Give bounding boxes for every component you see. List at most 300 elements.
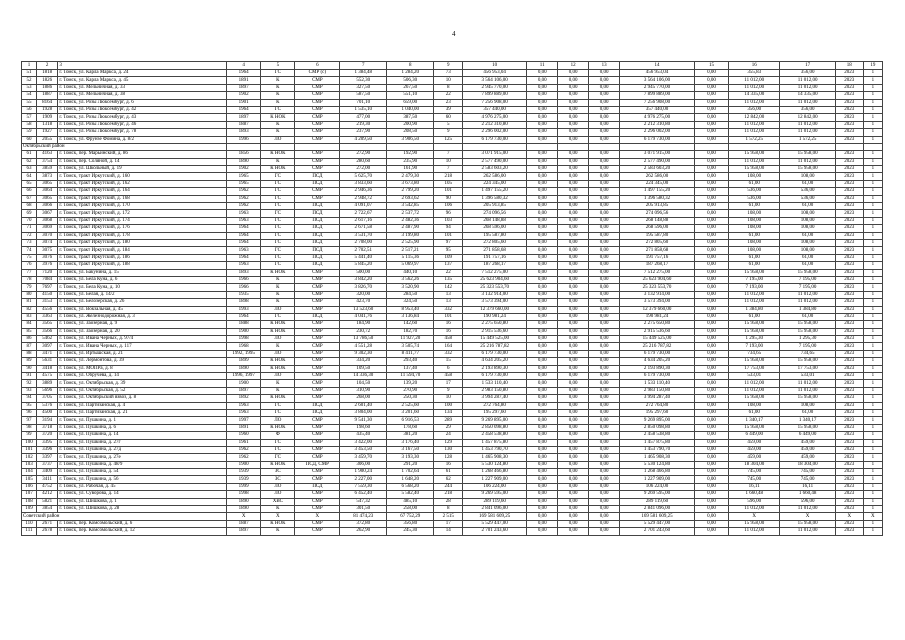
- table-cell: 1: [863, 528, 882, 535]
- table-cell: 7 899 889,00: [463, 92, 527, 99]
- table-cell: г. Томск, ул. Суворова, д. 14: [58, 491, 227, 498]
- table-cell: 4 634 205,20: [463, 358, 527, 365]
- table-cell: 0,00: [589, 210, 620, 217]
- table-cell: 0,00: [694, 291, 728, 298]
- table-cell: СМР: [295, 121, 340, 128]
- table-cell: 0,00: [527, 483, 558, 490]
- table-cell: 0,00: [527, 454, 558, 461]
- table-cell: 15 449 525,00: [620, 336, 695, 343]
- table-cell: 745,00: [729, 476, 780, 483]
- table-cell: 0,00: [558, 291, 589, 298]
- table-cell: ГС: [261, 180, 295, 187]
- table-cell: 55: [22, 99, 37, 106]
- table-cell: 2 915 536,60: [620, 328, 695, 335]
- table-cell: 1: [863, 106, 882, 113]
- table-row: [22, 114, 883, 121]
- table-cell: 2671: [36, 520, 57, 527]
- table-cell: 1997: [227, 417, 261, 424]
- table-cell: 218: [434, 491, 463, 498]
- table-cell: К НОК: [261, 269, 295, 276]
- table-cell: 2023: [835, 321, 863, 328]
- table-cell: 1: [863, 469, 882, 476]
- table-cell: 327,50: [340, 84, 387, 91]
- table-cell: 2023: [835, 239, 863, 246]
- table-cell: г. Томск, ул. Розы Люксембург, д. 42: [58, 106, 227, 113]
- table-cell: 271 858,68: [620, 247, 695, 254]
- table-cell: 14: [434, 528, 463, 535]
- table-cell: 0,00: [589, 217, 620, 224]
- table-cell: 2 227,00: [340, 476, 387, 483]
- table-cell: 9 269 595,00: [463, 491, 527, 498]
- table-cell: 1890: [227, 365, 261, 372]
- table-cell: 0,00: [589, 380, 620, 387]
- table-cell: 387,50: [387, 114, 434, 121]
- table-cell: 0,00: [558, 262, 589, 269]
- table-cell: 6 568,20: [387, 483, 434, 490]
- table-cell: 3074: [36, 239, 57, 246]
- table-cell: СМР: [295, 432, 340, 439]
- table-cell: 67: [22, 195, 37, 202]
- table-cell: 701,10: [340, 99, 387, 106]
- table-cell: 97: [434, 239, 463, 246]
- table-cell: 218: [434, 173, 463, 180]
- table-cell: 2023: [835, 254, 863, 261]
- table-cell: 187 268,17: [620, 262, 695, 269]
- table-cell: Х: [729, 513, 780, 520]
- table-row: [22, 195, 883, 202]
- table-cell: 0,00: [527, 491, 558, 498]
- table-cell: 0,00: [589, 387, 620, 394]
- table-cell: 0,00: [558, 424, 589, 431]
- table-cell: 135: [434, 276, 463, 283]
- table-cell: г. Томск, ул. Фрунзе Фомина, д. 8/2: [58, 136, 227, 143]
- table-cell: 0,00: [589, 343, 620, 350]
- table-cell: 280,60: [340, 158, 387, 165]
- table-cell: г. Томск, ул. Октябрьский взвоз, д. 8: [58, 395, 227, 402]
- table-cell: 0,00: [589, 225, 620, 232]
- table-cell: СМР: [295, 469, 340, 476]
- table-cell: 293,40: [387, 358, 434, 365]
- table-cell: 15 958,00: [780, 166, 836, 173]
- table-cell: 101: [434, 232, 463, 239]
- table-cell: 64: [22, 173, 37, 180]
- table-row: [22, 513, 883, 520]
- table-cell: 0,00: [558, 151, 589, 158]
- table-cell: 3854: [36, 506, 57, 513]
- table-cell: 2023: [835, 291, 863, 298]
- table-cell: 0,00: [527, 203, 558, 210]
- table-cell: К: [261, 77, 295, 84]
- table-cell: 1318: [36, 121, 57, 128]
- table-cell: 0,00: [589, 432, 620, 439]
- table-cell: 459,00: [729, 454, 780, 461]
- table-cell: 268 148,88: [620, 217, 695, 224]
- table-cell: 3363: [36, 313, 57, 320]
- table-cell: г. Томск, ул. Розы Люксембург, д. 78: [58, 129, 227, 136]
- table-cell: 1966: [227, 284, 261, 291]
- table-cell: ГС: [261, 439, 295, 446]
- table-cell: ГС: [261, 254, 295, 261]
- table-cell: 87: [22, 343, 37, 350]
- table-cell: 1: [863, 210, 882, 217]
- table-cell: 13: [434, 291, 463, 298]
- table-cell: 1909: [36, 114, 57, 121]
- table-cell: 1826: [36, 77, 57, 84]
- table-cell: 25 216 787,82: [463, 343, 527, 350]
- table-cell: 11 012,00: [729, 129, 780, 136]
- table-cell: 1 396 580,32: [463, 195, 527, 202]
- table-cell: 1998: [227, 491, 261, 498]
- header-row: [22, 62, 883, 70]
- table-cell: 195 587,80: [463, 232, 527, 239]
- table-cell: 7: [434, 166, 463, 173]
- table-cell: 459,00: [780, 439, 836, 446]
- table-cell: 3 136,84: [387, 313, 434, 320]
- table-cell: [780, 143, 836, 150]
- table-cell: 3 826,70: [340, 284, 387, 291]
- table-cell: г. Томск, ул. Вокзальная, д. 45: [58, 306, 227, 313]
- table-cell: 1962: [227, 446, 261, 453]
- table-cell: 6 179 730,00: [620, 373, 695, 380]
- table-row: [22, 247, 883, 254]
- table-cell: ГС: [261, 313, 295, 320]
- table-cell: 106: [22, 483, 37, 490]
- table-cell: г. Томск, ул. Октябрьская, д. 39: [58, 380, 227, 387]
- table-cell: 11 012,00: [780, 77, 836, 84]
- table-cell: 0,00: [558, 210, 589, 217]
- table-cell: 506,30: [387, 77, 434, 84]
- table-cell: 0,00: [589, 136, 620, 143]
- table-cell: 2023: [835, 439, 863, 446]
- table-cell: 0,00: [558, 225, 589, 232]
- table-cell: 11: [527, 62, 558, 70]
- table-cell: г. Томск, ул. Пушкина, д. 27е: [58, 454, 227, 461]
- table-cell: 0,00: [694, 247, 728, 254]
- table-cell: 1 497 155,20: [620, 188, 695, 195]
- table-cell: 161,90: [387, 166, 434, 173]
- table-cell: 1: [863, 350, 882, 357]
- table-row: [22, 77, 883, 84]
- table-cell: ГС: [261, 232, 295, 239]
- table-cell: 101: [434, 188, 463, 195]
- table-cell: 15 958,00: [780, 424, 836, 431]
- table-row: [22, 321, 883, 328]
- table-cell: 3 573 394,00: [620, 299, 695, 306]
- table-cell: 224 345,00: [620, 180, 695, 187]
- table-cell: 1963: [227, 217, 261, 224]
- table-cell: 3097: [36, 343, 57, 350]
- table-row: [22, 328, 883, 335]
- table-cell: 272 764,80: [620, 402, 695, 409]
- table-row: [22, 262, 883, 269]
- table-cell: 2023: [835, 92, 863, 99]
- table-cell: 3 994 287,40: [463, 395, 527, 402]
- table-cell: 16,11: [729, 483, 780, 490]
- table-cell: 7 195,00: [729, 276, 780, 283]
- table-cell: К: [261, 506, 295, 513]
- table-cell: 2: [36, 62, 57, 70]
- table-cell: 1 295,30: [780, 336, 836, 343]
- table-cell: 0,00: [589, 166, 620, 173]
- table-cell: 237,90: [340, 129, 387, 136]
- table-cell: 25 623 904,60: [620, 276, 695, 283]
- table-cell: 0,00: [527, 469, 558, 476]
- table-cell: 7: [434, 151, 463, 158]
- table-cell: 190 981,24: [620, 313, 695, 320]
- table-cell: 0,00: [589, 84, 620, 91]
- table-cell: 0,00: [558, 395, 589, 402]
- table-cell: 3: [58, 62, 227, 70]
- table-cell: 61,00: [729, 180, 780, 187]
- table-cell: 15 958,00: [780, 328, 836, 335]
- table-cell: 6 179 730,00: [463, 350, 527, 357]
- table-cell: 62: [22, 158, 37, 165]
- table-row: [22, 106, 883, 113]
- table-cell: 3889: [36, 380, 57, 387]
- table-cell: г. Томск, пер. Марьинский, д. 86: [58, 151, 227, 158]
- table-cell: 0,00: [694, 483, 728, 490]
- table-cell: 7120: [36, 269, 57, 276]
- table-cell: ГС: [261, 402, 295, 409]
- table-cell: 381,20: [387, 432, 434, 439]
- table-cell: 7084: [36, 276, 57, 283]
- table-cell: 1961: [227, 439, 261, 446]
- table-cell: 3976: [36, 262, 57, 269]
- table-cell: 0,00: [694, 232, 728, 239]
- table-cell: 1 572,25: [729, 136, 780, 143]
- table-cell: 2023: [835, 506, 863, 513]
- table-row: [22, 121, 883, 128]
- table-cell: 0,00: [527, 284, 558, 291]
- table-cell: 1962: [227, 203, 261, 210]
- table-cell: г. Томск, ул. Иртышская, д. 21: [58, 350, 227, 357]
- table-cell: 0,00: [558, 439, 589, 446]
- table-cell: 61,00: [729, 254, 780, 261]
- table-cell: 3065: [36, 180, 57, 187]
- table-cell: 6 449,00: [780, 432, 836, 439]
- table-cell: 2 617,16: [340, 217, 387, 224]
- table-cell: 0,00: [527, 313, 558, 320]
- table-cell: 60: [22, 136, 37, 143]
- table-cell: 81: [22, 299, 37, 306]
- table-cell: К НОК: [261, 114, 295, 121]
- table-cell: 3 573 394,00: [463, 299, 527, 306]
- table-cell: г. Томск, ул. Карла Маркса, д. 45: [58, 77, 227, 84]
- table-cell: 1 457 875,80: [620, 439, 695, 446]
- table-cell: г. Томск, тракт Иркутский, д. 162: [58, 180, 227, 187]
- table-cell: 332: [434, 350, 463, 357]
- table-cell: 1: [863, 446, 882, 453]
- table-cell: 2 458 538,80: [463, 432, 527, 439]
- table-cell: 5 530 124,80: [620, 461, 695, 468]
- table-cell: 0,00: [527, 358, 558, 365]
- table-cell: ПСД: [295, 173, 340, 180]
- table-cell: 13: [434, 299, 463, 306]
- table-cell: 547,32: [340, 498, 387, 505]
- table-cell: 2 850 098,80: [463, 424, 527, 431]
- table-cell: 108,00: [780, 402, 836, 409]
- table-cell: 1962: [227, 195, 261, 202]
- table-cell: 3 531,70: [340, 232, 387, 239]
- table-cell: 67 752,29: [387, 513, 434, 520]
- table-cell: 459,00: [729, 439, 780, 446]
- table-cell: 0,00: [527, 180, 558, 187]
- table-cell: 5 115,36: [387, 254, 434, 261]
- table-cell: 72: [22, 232, 37, 239]
- table-cell: 94: [434, 225, 463, 232]
- table-cell: СМР: [295, 424, 340, 431]
- table-cell: 0,00: [694, 498, 728, 505]
- table-cell: 15 958,00: [729, 395, 780, 402]
- table-cell: 459,00: [729, 446, 780, 453]
- table-cell: 356,00: [780, 106, 836, 113]
- table-cell: 8 411,77: [387, 350, 434, 357]
- table-cell: СМР: [295, 284, 340, 291]
- table-cell: 1 384,80: [729, 306, 780, 313]
- table-cell: Х: [295, 513, 340, 520]
- table-cell: 0,00: [694, 476, 728, 483]
- table-cell: 0,00: [527, 232, 558, 239]
- table-cell: 0,00: [558, 247, 589, 254]
- table-cell: 0,00: [558, 402, 589, 409]
- table-cell: 3396: [36, 446, 57, 453]
- table-cell: 271 858,68: [463, 247, 527, 254]
- table-cell: 0,00: [558, 173, 589, 180]
- table-cell: 0,00: [694, 373, 728, 380]
- table-cell: СМР: [295, 306, 340, 313]
- table-cell: 1 535,10: [340, 106, 387, 113]
- table-cell: 1 660,48: [729, 491, 780, 498]
- table-cell: 1900: [227, 461, 261, 468]
- table-cell: 596,00: [729, 498, 780, 505]
- table-cell: 258,00: [387, 506, 434, 513]
- table-cell: 92: [22, 380, 37, 387]
- table-cell: 61,00: [780, 180, 836, 187]
- table-cell: 274 096,56: [620, 210, 695, 217]
- table-cell: ГС: [261, 106, 295, 113]
- table-cell: СМР: [295, 321, 340, 328]
- table-cell: К: [261, 291, 295, 298]
- table-cell: 61,00: [780, 409, 836, 416]
- table-cell: 2023: [835, 395, 863, 402]
- table-cell: 0,00: [527, 99, 558, 106]
- table-cell: 200,90: [387, 121, 434, 128]
- table-cell: 4212: [36, 491, 57, 498]
- table-cell: 0,00: [589, 129, 620, 136]
- table-cell: 56: [22, 106, 37, 113]
- table-cell: 1887: [227, 520, 261, 527]
- table-cell: 15 958,00: [729, 520, 780, 527]
- table-cell: 39: [434, 106, 463, 113]
- table-cell: 4752: [36, 483, 57, 490]
- table-cell: 109: [434, 254, 463, 261]
- table-cell: Х: [227, 513, 261, 520]
- table-cell: 9 269 895,00: [620, 417, 695, 424]
- table-row: [22, 446, 883, 453]
- table-cell: 0,00: [589, 269, 620, 276]
- table-cell: 0,00: [694, 92, 728, 99]
- table-cell: 3 542,85: [387, 203, 434, 210]
- table-cell: 1963: [227, 247, 261, 254]
- table-cell: 3076: [36, 254, 57, 261]
- table-cell: К НОК: [261, 166, 295, 173]
- table-cell: 2023: [835, 217, 863, 224]
- table-cell: 29: [434, 424, 463, 431]
- table-cell: 23: [434, 99, 463, 106]
- table-cell: г. Томск, пер. Комсомольский, д. 6: [58, 520, 227, 527]
- table-cell: К: [261, 158, 295, 165]
- table-cell: 4 634 205,20: [620, 358, 695, 365]
- table-cell: 0,00: [694, 188, 728, 195]
- table-cell: К: [261, 343, 295, 350]
- table-cell: 208,50: [387, 129, 434, 136]
- table-cell: 0,00: [558, 77, 589, 84]
- table-cell: 73: [22, 239, 37, 246]
- table-cell: г. Томск, ул. МОПРа, д. 8: [58, 365, 227, 372]
- table-cell: 3859: [36, 166, 57, 173]
- table-cell: 4 091,07: [340, 203, 387, 210]
- table-cell: 99: [22, 432, 37, 439]
- table-cell: 108,00: [729, 402, 780, 409]
- table-cell: 745,00: [780, 476, 836, 483]
- table-cell: 2023: [835, 469, 863, 476]
- table-cell: 0,00: [694, 506, 728, 513]
- table-cell: СМР (с): [295, 70, 340, 77]
- table-cell: 108,00: [729, 173, 780, 180]
- table-cell: г. Томск, тракт Иркутский, д. 168: [58, 195, 227, 202]
- table-row: [22, 491, 883, 498]
- table-row: [22, 350, 883, 357]
- table-cell: 0,00: [558, 365, 589, 372]
- table-row: [22, 151, 883, 158]
- table-cell: 0,00: [558, 446, 589, 453]
- table-cell: 0,00: [694, 203, 728, 210]
- table-cell: 137,40: [387, 365, 434, 372]
- table-cell: 2023: [835, 284, 863, 291]
- table-cell: 1: [863, 417, 882, 424]
- table-cell: СМР: [295, 446, 340, 453]
- table-cell: 0,00: [589, 247, 620, 254]
- table-cell: 15 958,00: [780, 269, 836, 276]
- table-cell: 81 474,23: [340, 513, 387, 520]
- table-cell: 0,00: [527, 269, 558, 276]
- table-cell: 109: [22, 506, 37, 513]
- table-cell: 4163: [36, 151, 57, 158]
- table-cell: 3 453,50: [340, 446, 387, 453]
- table-cell: 1965: [227, 180, 261, 187]
- table-cell: 1: [863, 498, 882, 505]
- table-cell: 2 212 310,80: [620, 121, 695, 128]
- table-cell: 2023: [835, 387, 863, 394]
- table-cell: 3 167,50: [387, 446, 434, 453]
- table-cell: ЛО: [261, 373, 295, 380]
- table-cell: 6 179 730,00: [463, 373, 527, 380]
- table-cell: 15 958,00: [729, 269, 780, 276]
- table-cell: 1928: [36, 106, 57, 113]
- table-row: [22, 387, 883, 394]
- table-cell: 11 012,00: [780, 129, 836, 136]
- table-cell: 0,00: [527, 387, 558, 394]
- table-cell: 3 842,20: [340, 276, 387, 283]
- table-cell: 63: [22, 166, 37, 173]
- table-cell: 0,00: [694, 424, 728, 431]
- table-cell: 4556: [36, 306, 57, 313]
- table-cell: 0,00: [694, 276, 728, 283]
- table-row: [22, 380, 883, 387]
- table-cell: 459,00: [780, 446, 836, 453]
- table-cell: ГС: [261, 203, 295, 210]
- table-cell: 0,00: [558, 158, 589, 165]
